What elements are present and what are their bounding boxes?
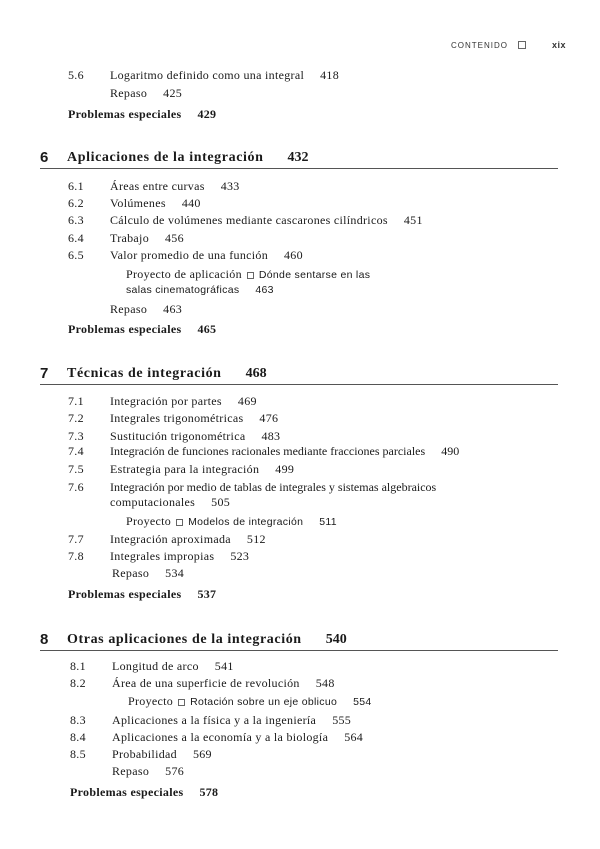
chapter-title: Técnicas de integración: [67, 366, 222, 381]
project-title-cont: salas cinematográficas: [126, 284, 240, 296]
section-title: Volúmenes: [110, 196, 166, 210]
chapter-number: 6: [40, 149, 49, 166]
section-title: Valor promedio de una función: [110, 248, 268, 262]
header-label: CONTENIDO: [450, 40, 508, 50]
section-page: 505: [211, 495, 231, 509]
review-label: Repaso: [110, 302, 148, 316]
chapter-number: 8: [40, 631, 49, 648]
section-title: Integrales trigonométricas: [110, 411, 244, 425]
section-title: Integrales impropias: [110, 549, 215, 563]
chapter-number: 7: [40, 365, 49, 382]
section-page: 569: [192, 747, 212, 761]
project-title: Dónde sentarse en las: [258, 269, 371, 281]
section-title: Integración de funciones racionales mediante fracciones parciales: [110, 444, 426, 458]
section-page: 512: [246, 532, 266, 546]
section-title-cont: computacionales: [110, 495, 196, 509]
section-title: Logaritmo definido como una integral: [110, 68, 305, 82]
section-page: 541: [214, 659, 234, 673]
special-label: Problemas especiales: [70, 785, 184, 799]
section-number: 7.3: [68, 429, 84, 443]
section-number: 7.5: [68, 462, 84, 476]
chapter-heading: [40, 364, 558, 385]
toc-entry-cont: [110, 495, 230, 509]
section-title: Áreas entre curvas: [110, 179, 205, 193]
project-label: Proyecto de aplicación: [126, 267, 242, 281]
project-page: 511: [319, 516, 337, 528]
section-number: 7.8: [68, 549, 84, 563]
review-label: Repaso: [112, 566, 150, 580]
section-page: 490: [441, 444, 460, 458]
section-number: 7.2: [68, 411, 84, 425]
special-label: Problemas especiales: [68, 587, 182, 601]
section-page: 483: [261, 429, 281, 443]
chapter-page: 540: [325, 632, 347, 647]
section-title: Longitud de arco: [112, 659, 199, 673]
section-page: 469: [237, 394, 257, 408]
section-number: 8.3: [70, 713, 86, 727]
section-title: Integración por partes: [110, 394, 222, 408]
special-label: Problemas especiales: [68, 322, 182, 336]
section-title: Trabajo: [110, 231, 149, 245]
section-number: 7.6: [68, 480, 84, 494]
section-number: 7.4: [68, 444, 84, 458]
section-title: Área de una superficie de revolución: [112, 676, 300, 690]
toc-special-problems: [68, 587, 216, 601]
section-title: Aplicaciones a la economía y a la biología: [112, 730, 329, 744]
special-label: Problemas especiales: [68, 107, 182, 121]
review-page: 534: [165, 566, 185, 580]
project-label: Proyecto: [126, 514, 172, 528]
square-icon: [178, 699, 185, 706]
toc-special-problems: [68, 107, 216, 121]
section-title: Integración por medio de tablas de integrales y sistemas algebraicos: [110, 480, 437, 494]
toc-review: [110, 86, 182, 100]
section-page: 451: [403, 213, 423, 227]
section-number: 7.7: [68, 532, 84, 546]
square-icon: [176, 519, 183, 526]
section-number: 8.1: [70, 659, 86, 673]
project-title: Modelos de integración: [188, 516, 304, 528]
special-page: 429: [197, 107, 217, 121]
review-label: Repaso: [110, 86, 148, 100]
section-number: 5.6: [68, 68, 84, 82]
section-number: 6.4: [68, 231, 84, 245]
square-icon: [518, 41, 526, 49]
toc-review: [112, 764, 184, 778]
project-title: Rotación sobre un eje oblicuo: [190, 696, 338, 708]
toc-special-problems: [68, 322, 216, 336]
section-title: Cálculo de volúmenes mediante cascarones cilíndricos: [110, 213, 388, 227]
project-page: 463: [255, 284, 274, 296]
chapter-heading: [40, 630, 558, 651]
section-page: 460: [284, 248, 303, 262]
section-page: 433: [220, 179, 240, 193]
section-page: 440: [181, 196, 201, 210]
section-number: 6.5: [68, 248, 84, 262]
toc-project: [128, 694, 372, 709]
toc-project: [126, 267, 370, 282]
special-page: 578: [199, 785, 219, 799]
review-page: 576: [165, 764, 185, 778]
toc-project: [126, 514, 337, 529]
section-page: 418: [320, 68, 339, 82]
toc-special-problems: [70, 785, 218, 799]
section-page: 548: [315, 676, 335, 690]
section-number: 8.2: [70, 676, 86, 690]
chapter-page: 468: [245, 366, 267, 381]
square-icon: [247, 272, 254, 279]
section-number: 7.1: [68, 394, 84, 408]
section-page: 555: [332, 713, 352, 727]
special-page: 465: [197, 322, 217, 336]
section-number: 6.3: [68, 213, 84, 227]
review-page: 425: [163, 86, 183, 100]
toc-project-cont: [126, 283, 274, 297]
section-number: 6.1: [68, 179, 84, 193]
toc-review: [112, 566, 184, 580]
section-title: Integración aproximada: [110, 532, 231, 546]
section-number: 8.4: [70, 730, 86, 744]
section-title: Probabilidad: [112, 747, 177, 761]
project-page: 554: [353, 696, 372, 708]
review-page: 463: [163, 302, 183, 316]
special-page: 537: [197, 587, 217, 601]
section-page: 564: [344, 730, 364, 744]
section-title: Estrategia para la integración: [110, 462, 260, 476]
section-number: 8.5: [70, 747, 86, 761]
section-page: 476: [259, 411, 279, 425]
review-label: Repaso: [112, 764, 150, 778]
project-label: Proyecto: [128, 694, 174, 708]
toc-review: [110, 302, 182, 316]
chapter-heading: [40, 148, 558, 169]
section-number: 6.2: [68, 196, 84, 210]
section-page: 456: [165, 231, 184, 245]
chapter-title: Aplicaciones de la integración: [67, 150, 264, 165]
chapter-page: 432: [287, 150, 309, 165]
section-page: 523: [230, 549, 250, 563]
section-title: Sustitución trigonométrica: [110, 429, 246, 443]
running-header: [451, 40, 566, 50]
section-title: Aplicaciones a la física y a la ingeniería: [112, 713, 317, 727]
chapter-title: Otras aplicaciones de la integración: [67, 632, 302, 647]
header-page-number: xix: [551, 40, 566, 50]
section-page: 499: [275, 462, 295, 476]
